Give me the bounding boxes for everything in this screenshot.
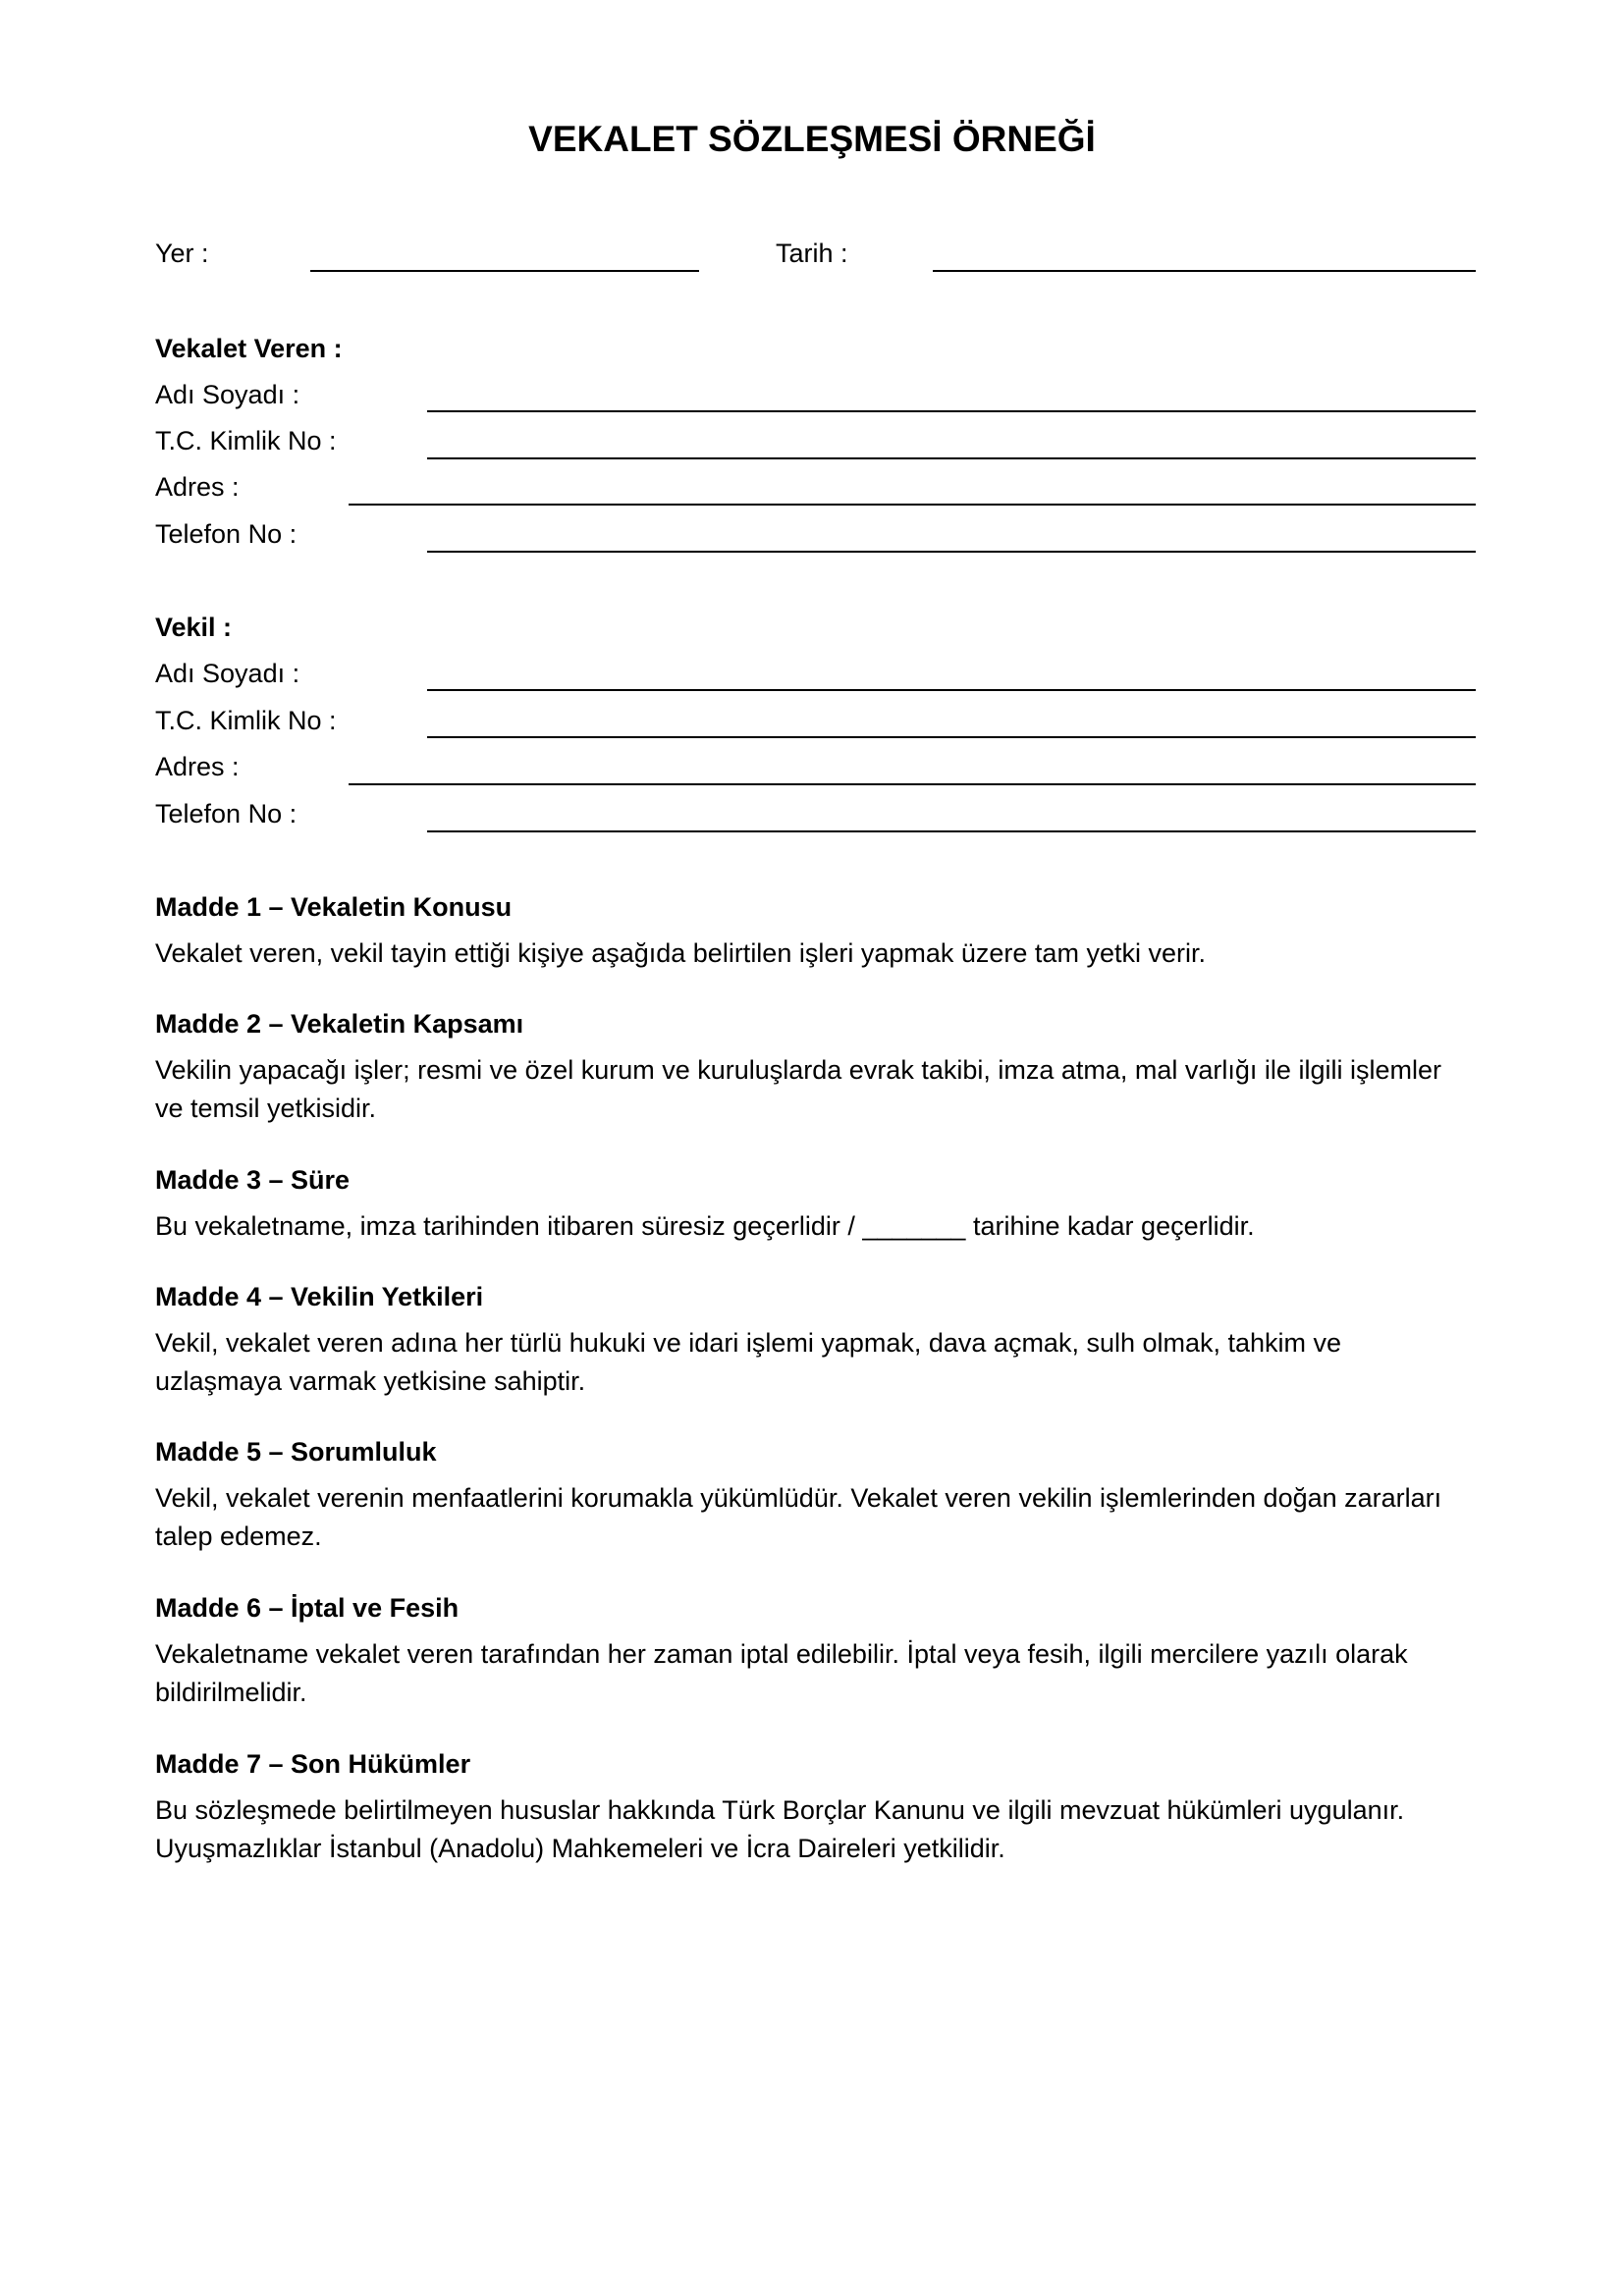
article-2-heading: Madde 2 – Vekaletin Kapsamı xyxy=(155,1009,524,1039)
article-3-text: Bu vekaletname, imza tarihinden itibaren süresiz geçerlidir / _______ tarihine kadar geçerlidir. xyxy=(155,1211,1255,1241)
article-6-text: Vekaletname vekalet veren tarafından her zaman iptal edilebilir. İptal veya fesih, ilgili mercilere yazılı olarak bildirilmelidir. xyxy=(155,1639,1408,1707)
agent-id-label: T.C. Kimlik No : xyxy=(155,706,337,735)
article-2-text: Vekilin yapacağı işler; resmi ve özel kurum ve kuruluşlarda evrak takibi, imza atma, mal varlığı ile ilgili işlemler ve temsil yetkisidir. xyxy=(155,1055,1441,1123)
principal-name-field-line[interactable] xyxy=(427,410,1476,412)
place-label: Yer : xyxy=(155,239,209,268)
principal-phone-label: Telefon No : xyxy=(155,519,298,549)
principal-id-field-line[interactable] xyxy=(427,457,1476,459)
principal-name-label: Adı Soyadı : xyxy=(155,380,300,409)
date-field-line[interactable] xyxy=(933,270,1476,272)
article-3-heading: Madde 3 – Süre xyxy=(155,1165,351,1195)
article-6-heading: Madde 6 – İptal ve Fesih xyxy=(155,1593,460,1623)
article-7-heading: Madde 7 – Son Hükümler xyxy=(155,1749,471,1779)
agent-id-field-line[interactable] xyxy=(427,736,1476,738)
principal-address-label: Adres : xyxy=(155,472,240,502)
article-7-text: Bu sözleşmede belirtilmeyen hususlar hakkında Türk Borçlar Kanunu ve ilgili mevzuat hükümleri uygulanır. Uyuşmazlıklar İstanbul (Anadolu) Mahkemeleri ve İcra Daireleri yetkilidir. xyxy=(155,1795,1405,1863)
article-1-heading: Madde 1 – Vekaletin Konusu xyxy=(155,892,513,922)
document-title: VEKALET SÖZLEŞMESİ ÖRNEĞİ xyxy=(528,119,1096,159)
date-label: Tarih : xyxy=(776,239,848,268)
agent-name-label: Adı Soyadı : xyxy=(155,659,300,688)
agent-heading: Vekil : xyxy=(155,613,233,642)
place-field-line[interactable] xyxy=(310,270,699,272)
article-5-text: Vekil, vekalet verenin menfaatlerini korumakla yükümlüdür. Vekalet veren vekilin işlemlerinden doğan zararları talep edemez. xyxy=(155,1483,1442,1551)
principal-heading: Vekalet Veren : xyxy=(155,334,343,363)
agent-phone-field-line[interactable] xyxy=(427,830,1476,832)
principal-id-label: T.C. Kimlik No : xyxy=(155,426,337,455)
article-4-heading: Madde 4 – Vekilin Yetkileri xyxy=(155,1282,484,1311)
agent-address-label: Adres : xyxy=(155,752,240,781)
agent-name-field-line[interactable] xyxy=(427,689,1476,691)
agent-phone-label: Telefon No : xyxy=(155,799,298,828)
principal-address-field-line[interactable] xyxy=(349,504,1476,506)
article-1-text: Vekalet veren, vekil tayin ettiği kişiye aşağıda belirtilen işleri yapmak üzere tam yetki verir. xyxy=(155,938,1206,968)
principal-phone-field-line[interactable] xyxy=(427,551,1476,553)
article-4-text: Vekil, vekalet veren adına her türlü hukuki ve idari işlemi yapmak, dava açmak, sulh olmak, tahkim ve uzlaşmaya varmak yetkisine sahiptir. xyxy=(155,1328,1342,1396)
agent-address-field-line[interactable] xyxy=(349,783,1476,785)
article-5-heading: Madde 5 – Sorumluluk xyxy=(155,1437,437,1467)
